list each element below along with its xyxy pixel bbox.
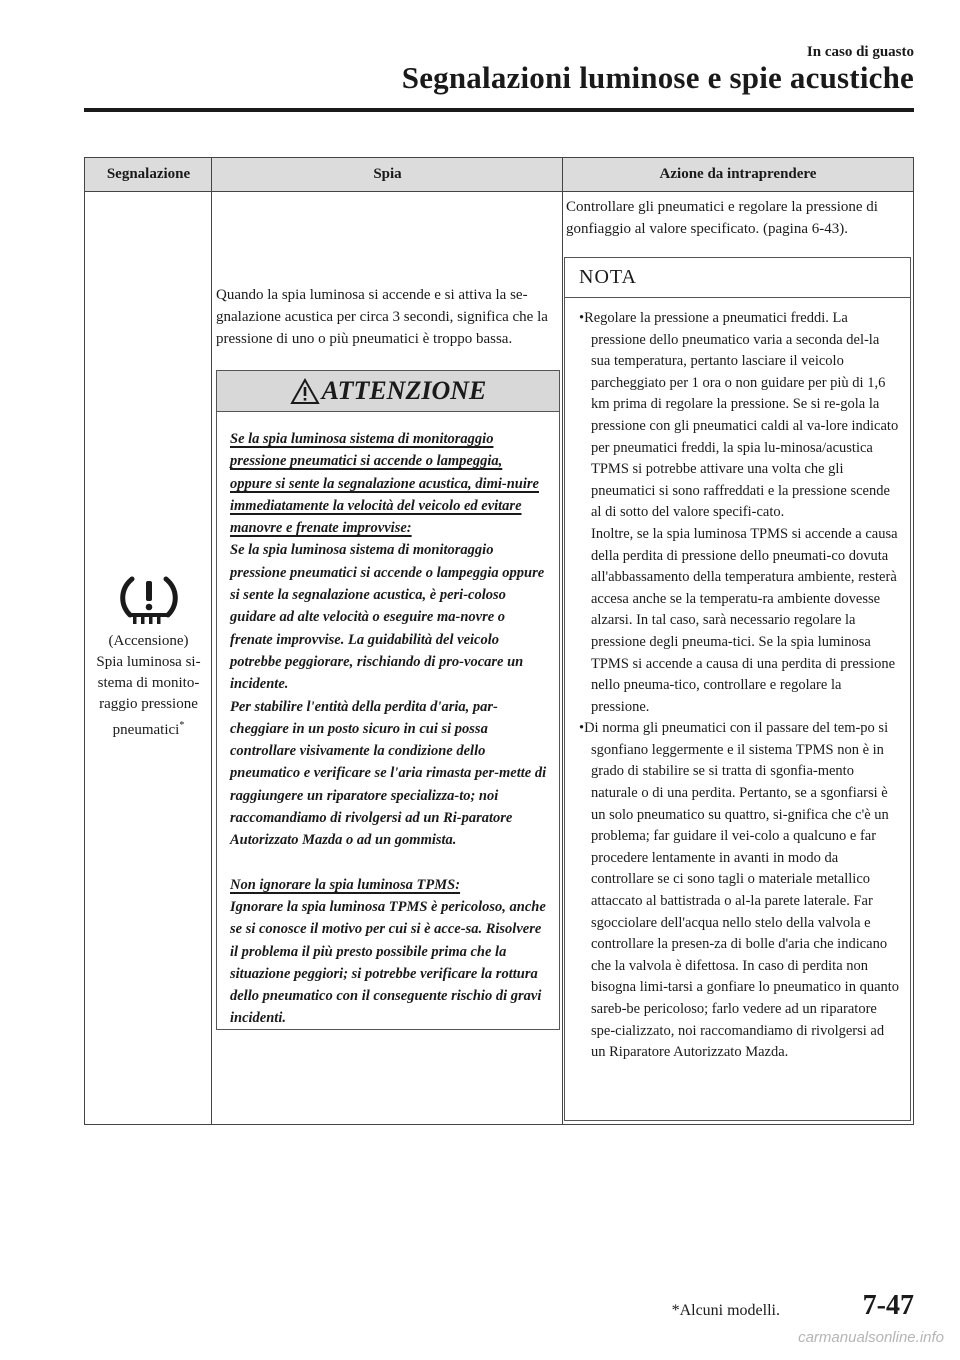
table-header-action: Azione da intraprendere (563, 158, 913, 192)
warning-heading-2: Non ignorare la spia luminosa TPMS: (230, 876, 461, 893)
table-header-lamp: Spia (212, 158, 563, 192)
signal-label-line: (Accensione) (108, 633, 189, 649)
column-divider (562, 158, 563, 1124)
signal-label-line: pneumatici* (112, 720, 185, 738)
lamp-description: Quando la spia luminosa si accende e si attiva la se-gnalazione acustica per circa 3 secondi, significa che la pressione di uno o più pneumatici è troppo bassa. (216, 287, 548, 347)
signal-cell (85, 573, 212, 741)
watermark: carmanualsonline.info (798, 1329, 944, 1346)
warning-title: ATTENZIONE (321, 376, 487, 405)
warning-table (84, 157, 914, 1125)
footnote-mark: * (179, 720, 185, 731)
page-number: 7-47 (862, 1290, 914, 1321)
header-rule (84, 108, 914, 112)
signal-label-line: Spia luminosa si- (96, 654, 201, 670)
warning-paragraph: Ignorare la spia luminosa TPMS è pericoloso, anche se si conosce il motivo per cui si è acce-sa. Risolvere il problema il più presto possibile prima che la situazione peggiori; si potrebbe verificare la rottura dello pneumatico con il conseguente rischio di gravi incidenti. (230, 898, 546, 1027)
warning-box (216, 370, 560, 1030)
action-intro: Controllare gli pneumatici e regolare la pressione di gonfiaggio al valore specificato. (pagina 6-43). (566, 199, 878, 237)
warning-heading-1: Se la spia luminosa sistema di monitoraggio pressione pneumatici si accende o lampeggia, oppure si sente la segnalazione acustica, dimi-nuire immediatamente la velocità del veicolo ed evitare manovre e frenate improvvise: (230, 431, 539, 537)
signal-label-line: stema di monito- (97, 675, 200, 691)
warning-triangle-icon (290, 378, 320, 405)
warning-paragraph: Se la spia luminosa sistema di monitoraggio pressione pneumatici si accende o lampeggia oppure si sente la segnalazione acustica, è peri-coloso guidare ad alte velocità o eseguire ma-novre o frenate improvvise. La guidabilità del veicolo potrebbe peggiorare, rischiando di pro-vocare un incidente. (230, 542, 545, 693)
tpms-warning-icon (118, 573, 180, 625)
note-body (565, 298, 910, 1064)
note-title: NOTA (565, 258, 910, 298)
warning-body (217, 412, 559, 1030)
signal-label-line: raggio pressione (99, 696, 198, 712)
note-bullet: •Regolare la pressione a pneumatici freddi. La pressione dello pneumatico varia a seconda del-la sua temperatura, pertanto lasciare il veicolo parcheggiato per 1 ora o non guidare per più di 1,6 km prima di regolare la pressione. Se si re-gola la pressione con gli pneumatici caldi al va-lore indicato per pneumatici freddi, la spia lu-minosa/acustica TPMS si potrebbe attivare una volta che gli pneumatici si sono raffreddati e la pressione scende al di sotto del valore specifi-cato. (579, 310, 899, 521)
note-box (564, 257, 911, 1121)
note-bullet: •Di norma gli pneumatici con il passare del tem-po si sgonfiano leggermente e il sistema TPMS non è in grado di stabilire se si tratta di sgonfia-mento naturale o di una perdita. Pertanto, se a sgonfiarsi è un solo pneumatico su quattro, si-gnifica che c'è un problema; far guidare il vei-colo a qualcuno e far procedere lentamente in avanti in modo da controllare se ci sono tagli o materiale metallico attaccato al battistrada o al-la parete laterale. Far sgocciolare dell'acqua nello stelo della valvola e controllare la presen-za di bolle d'aria che indicano che la valvola è difettosa. In caso di perdita non bisogna limi-tarsi a gonfiare lo pneumatico in quanto sareb-be pericoloso; farlo vedere ad un riparatore spe-cializzato, noi raccomandiamo di rivolgersi ad un Riparatore Autorizzato Mazda. (579, 720, 900, 1061)
table-header-signal: Segnalazione (85, 158, 212, 192)
spacer (230, 852, 547, 874)
section-label: In caso di guasto (806, 44, 914, 60)
footnote: *Alcuni modelli. (671, 1302, 780, 1319)
warning-paragraph: Per stabilire l'entità della perdita d'aria, par-cheggiare in un posto sicuro in cui si possa controllare visivamente la condizione dello pneumatico e verificare se l'aria rimasta per-mette di raggiungere un riparatore specializza-to; noi raccomandiamo di rivolgersi ad un Ri-paratore Autorizzato Mazda o ad un gommista. (230, 698, 547, 849)
note-bullet-continuation: Inoltre, se la spia luminosa TPMS si accende a causa della perdita di pressione dello pneumati-co dovuta all'abbassamento della temperatura ambiente, resterà accesa anche se la temperatu-ra ambiente dovesse alzarsi. In tal caso, sarà necessario regolare la pressione degli pneuma-tici. Se la spia luminosa TPMS si accende a causa di una perdita di pressione nello pneuma-tico, controllare e regolare la pressione. (591, 525, 898, 715)
warning-header (217, 371, 559, 412)
page-title: Segnalazioni luminose e spie acustiche (401, 60, 914, 95)
